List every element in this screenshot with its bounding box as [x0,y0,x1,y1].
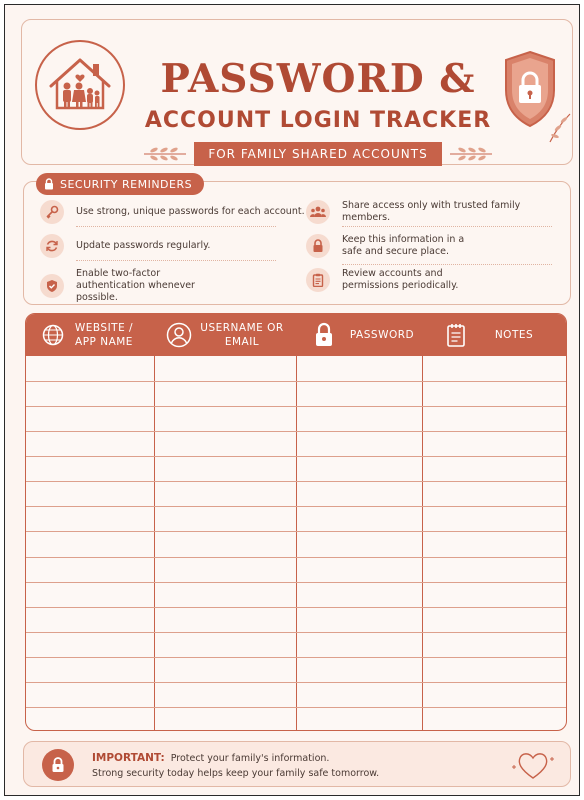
reminder-text: Use strong, unique passwords for each account. [76,206,305,217]
column-divider [422,314,423,731]
page-title: PASSWORD & [160,56,476,102]
heart-icon [510,747,556,783]
table-row-divider [26,406,567,407]
reminder-text: Keep this information in a safe and secure place. [342,234,465,257]
shield-lock-icon [500,50,572,150]
reminders-heading-tab [36,173,204,195]
table-row-divider [26,531,567,532]
clipboard-icon [306,268,330,292]
reminder-text: Enable two-factor authentication whenever possible. [76,268,195,303]
table-row-divider [26,682,567,683]
lock-icon [306,234,330,258]
reminder-item [40,268,270,304]
footer-line2: Strong security today helps keep your family safe tomorrow. [92,768,380,779]
lock-icon [44,178,54,190]
footer-text [92,751,379,781]
important-footer [23,741,571,787]
header [21,19,573,165]
globe-icon [42,324,64,346]
divider [76,226,276,227]
divider [342,226,552,227]
column-label: USERNAME OR EMAIL [200,322,284,348]
security-reminders [23,177,571,305]
column-header-password [296,314,422,356]
laurel-left-icon [142,146,188,162]
page-title-line2: ACCOUNT LOGIN TRACKER [144,108,492,133]
column-header-website [26,314,154,356]
table-row-divider [26,607,567,608]
column-header-username [154,314,296,356]
important-label: IMPORTANT: [92,752,165,764]
footer-line1: Protect your family's information. [170,753,330,764]
reminder-item [40,234,210,258]
subtitle-banner-wrap [142,142,494,166]
reminder-text: Update passwords regularly. [76,240,211,251]
reminder-item [306,200,570,224]
column-label: WEBSITE / APP NAME [74,322,134,348]
column-label: PASSWORD [349,329,415,341]
refresh-icon [40,234,64,258]
shield-check-icon [40,274,64,298]
table-row-divider [26,557,567,558]
key-icon [40,200,64,224]
lock-icon [314,322,334,348]
reminder-item [306,234,536,258]
table-row-divider [26,657,567,658]
column-divider [154,314,155,731]
reminder-text: Review accounts and permissions periodically. [342,268,459,291]
reminder-text: Share access only with trusted family members. [342,200,521,223]
table-row-divider [26,632,567,633]
table-row-divider [26,456,567,457]
laurel-right-icon [448,146,494,162]
table-row-divider [26,431,567,432]
reminder-item [306,268,536,292]
column-label: NOTES [494,329,534,341]
reminders-heading: SECURITY REMINDERS [60,177,193,191]
people-icon [306,200,330,224]
family-home-icon [35,40,125,130]
table-row-divider [26,506,567,507]
reminder-item [40,200,305,224]
tracker-page [4,4,580,796]
lock-icon [42,749,74,781]
table-row-divider [26,381,567,382]
table-row-divider [26,481,567,482]
column-header-notes [422,314,567,356]
table-row-divider [26,582,567,583]
user-icon [166,322,192,348]
column-divider [296,314,297,731]
notepad-icon [446,322,466,348]
table-row-divider [26,707,567,708]
divider [76,260,276,261]
login-table [25,313,567,731]
divider [342,264,552,265]
page-subtitle: FOR FAMILY SHARED ACCOUNTS [194,142,442,166]
